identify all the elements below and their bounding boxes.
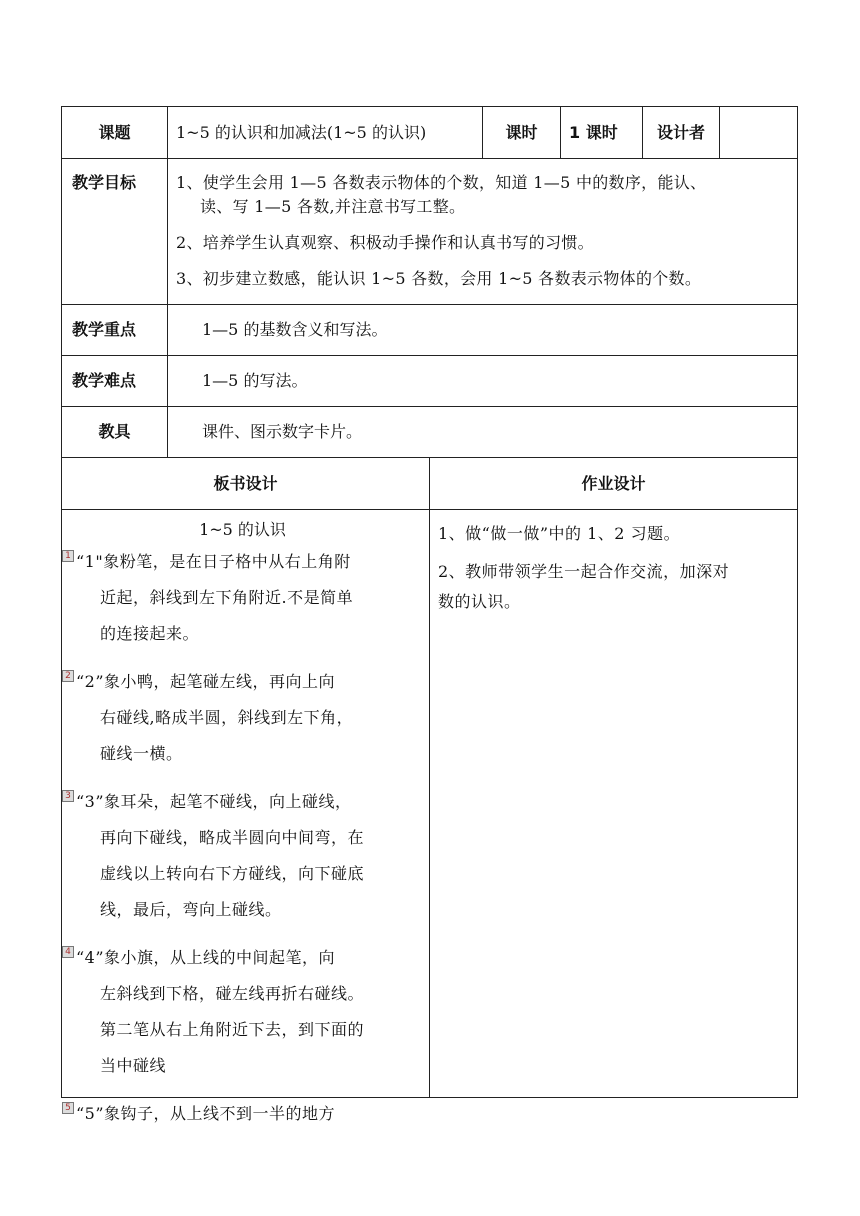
numbered-marker-icon	[62, 790, 74, 802]
homework-design-content	[430, 510, 798, 1097]
stroke-line: “4”象小旗，从上线的中间起笔，向	[76, 948, 336, 967]
tools-row	[62, 407, 798, 458]
tools-label: 教具	[62, 407, 168, 457]
stroke-line: 当中碰线	[100, 1056, 167, 1075]
stroke-line: 左斜线到下格，碰左线再折右碰线。	[100, 984, 365, 1003]
section-body-row	[62, 510, 798, 1123]
stroke-line: 近起，斜线到左下角附近.不是简单	[100, 588, 354, 607]
stroke-line: 的连接起来。	[100, 624, 200, 643]
goal-item	[176, 267, 789, 291]
difficulty-value: 1—5 的写法。	[168, 356, 798, 406]
stroke-item	[62, 544, 423, 652]
goal-line: 读、写 1—5 各数,并注意书写工整。	[200, 197, 466, 216]
homework-item	[438, 522, 789, 546]
section-header-row	[62, 458, 798, 510]
stroke-line: “2”象小鸭，起笔碰左线，再向上向	[76, 672, 336, 691]
numbered-marker-icon	[62, 670, 74, 682]
designer-label: 设计者	[643, 107, 720, 158]
goal-line: 3、初步建立数感，能认识 1~5 各数，会用 1~5 各数表示物体的个数。	[176, 269, 702, 288]
stroke-item	[62, 664, 423, 772]
stroke-line: “1"象粉笔，是在日子格中从右上角附	[76, 552, 351, 571]
stroke-line: 右碰线,略成半圆，斜线到左下角，	[100, 708, 354, 727]
marker-number: 2	[65, 671, 71, 681]
tools-value: 课件、图示数字卡片。	[168, 407, 798, 457]
stroke-line: 虚线以上转向右下方碰线，向下碰底	[100, 864, 365, 883]
goals-row	[62, 159, 798, 305]
goals-label: 教学目标	[62, 159, 168, 304]
stroke-line: 碰线一横。	[100, 744, 183, 763]
goals-content	[168, 159, 798, 304]
board-design-content	[62, 510, 430, 1123]
key-point-row	[62, 305, 798, 356]
homework-line: 1、做“做一做”中的 1、2 习题。	[438, 524, 681, 543]
header-row	[62, 107, 798, 159]
stroke-item	[62, 784, 423, 928]
stroke-line: “3”象耳朵，起笔不碰线，向上碰线，	[76, 792, 352, 811]
marker-number: 5	[65, 1103, 71, 1113]
stroke-line: 再向下碰线，略成半圆向中间弯，在	[100, 828, 365, 847]
numbered-marker-icon	[62, 946, 74, 958]
key-point-label: 教学重点	[62, 305, 168, 355]
homework-line: 数的认识。	[438, 592, 521, 611]
goal-line: 1、使学生会用 1—5 各数表示物体的个数，知道 1—5 中的数序，能认、	[176, 173, 707, 192]
period-label: 课时	[483, 107, 561, 158]
goal-line: 2、培养学生认真观察、积极动手操作和认真书写的习惯。	[176, 233, 594, 252]
goal-item	[176, 171, 789, 219]
lesson-plan-table	[61, 106, 798, 1123]
stroke-line: 第二笔从右上角附近下去，到下面的	[100, 1020, 365, 1039]
board-design-label: 板书设计	[62, 458, 430, 509]
homework-item	[438, 560, 789, 620]
homework-line: 2、教师带领学生一起合作交流，加深对	[438, 562, 730, 581]
difficulty-row	[62, 356, 798, 407]
marker-number: 1	[65, 551, 71, 561]
goal-item	[176, 231, 789, 255]
stroke-text	[76, 784, 364, 928]
designer-value	[720, 107, 798, 158]
stroke-line: “5”象钩子，从上线不到一半的地方	[76, 1104, 336, 1123]
topic-label: 课题	[62, 107, 168, 158]
stroke-text	[76, 1096, 335, 1132]
numbered-marker-icon	[62, 550, 74, 562]
topic-value: 1~5 的认识和加减法(1~5 的认识)	[168, 107, 483, 158]
marker-number: 3	[65, 791, 71, 801]
stroke-item	[62, 1096, 423, 1132]
numbered-marker-icon	[62, 1102, 74, 1114]
period-value: 1 课时	[561, 107, 643, 158]
stroke-line: 线，最后，弯向上碰线。	[100, 900, 282, 919]
key-point-value: 1—5 的基数含义和写法。	[168, 305, 798, 355]
stroke-item	[62, 940, 423, 1084]
stroke-text	[76, 940, 364, 1084]
homework-design-label: 作业设计	[430, 458, 798, 509]
stroke-text	[76, 544, 353, 652]
board-title: 1~5 的认识	[199, 520, 286, 539]
marker-number: 4	[65, 947, 71, 957]
difficulty-label: 教学难点	[62, 356, 168, 406]
stroke-text	[76, 664, 353, 772]
